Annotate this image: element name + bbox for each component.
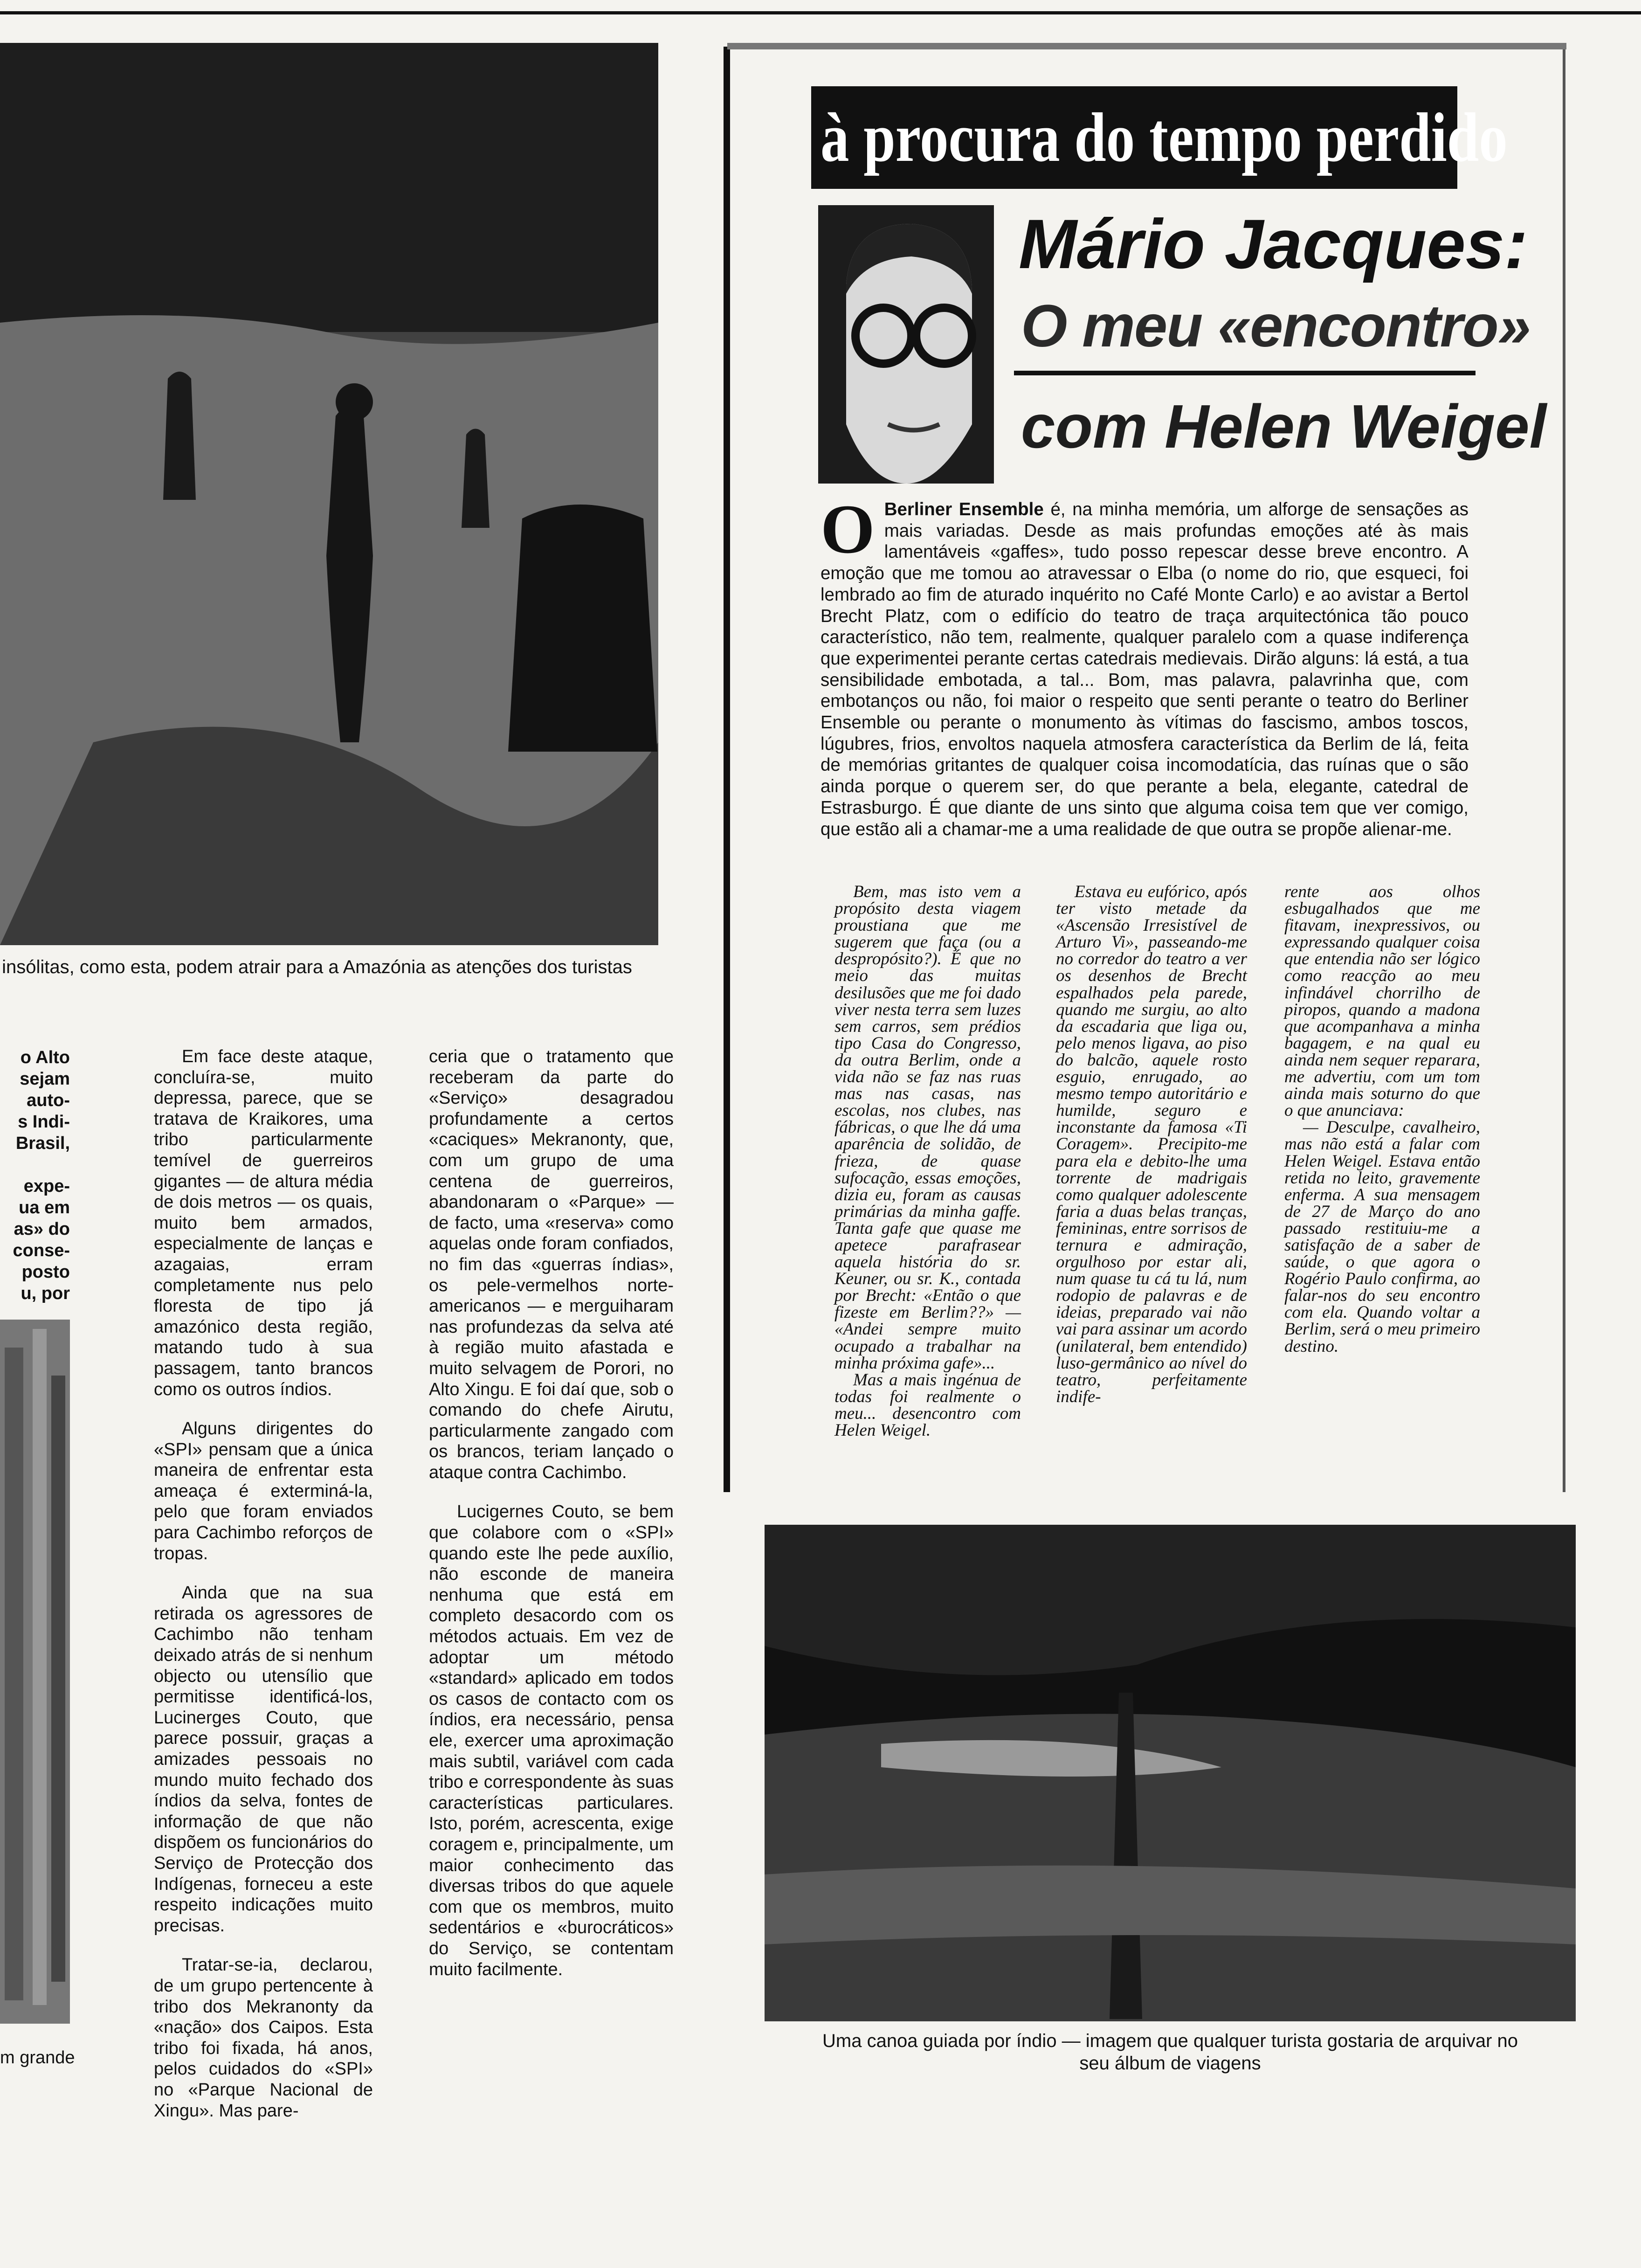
intro-text: é, na minha memória, um alforge de sensações as mais variadas. Desde as mais profundas emoções até às mais lamentáveis «gaffes», tudo posso repescar desse breve encontro. A emoção que me tomou ao atravessar o Elba (o nome do rio, que esqueci, foi lembrado ao fim de aturado inquérito no Café Monte Carlo) e ao avistar a Bertol Brecht Platz, com o edifício do teatro de traça arquitectónica tão pouco característico, não tem, realmente, qualquer paralelo com a quase indiferença que experimentei perante certas catedrais medievais. Dirão alguns: lá está, a tua sensibilidade embotada, a tal... Bom, mas palavra, palavrinha que, com embotanços ou não, foi maior o respeito que senti perante o teatro do Berliner Ensemble ou perante o monumento às vítimas do fascismo, ambos toscos, lúgubres, frios, envoltos naquela atmosfera característica da Berlim de lá, feita de memórias gritantes de qualquer coisa incomodatícia, das ruínas que o são ainda porque o querem ser, do que perante a bela, elegante, catedral de Estrasburgo. É que diante de uns sinto que alguma coisa tem que ver comigo, que estão ali a chamar-me a uma realidade de que outra se propõe alienar-me. [820, 499, 1469, 839]
fragment-line: posto [21, 1262, 70, 1282]
jungle-river-photo [0, 43, 658, 945]
jungle-photo-caption: insólitas, como esta, podem atrair para a Amazónia as atenções dos turistas [2, 957, 632, 977]
portrait-illustration [818, 205, 994, 484]
jungle-river-illustration [0, 43, 658, 945]
paragraph: Estava eu eufórico, após ter visto metade da «Ascensão Irresistível de Arturo Vi», passeando-me no corredor do teatro a ver os desenhos de Brecht espalhados pela parede, quando me surgiu, ao alto da escadaria que liga ou, pelo menos ligava, ao piso do balcão, aquele rosto esguio, enrugado, ao mesmo tempo autoritário e humilde, seguro e inconstante da famosa «Ti Coragem». Precipito-me para ela e debito-lhe uma torrente de madrigais como qualquer adolescente faria a duas belas tranças, femininas, entre sorrisos de ternura e admiração, orgulhoso por estar ali, num quase tu cá tu lá, num rodopio de palavras e de ideias, preparado vai não vai para assinar um acordo (unilateral, bem entendido) luso-germânico ao nível do teatro, perfeitamente indife- [1056, 882, 1247, 1406]
canoe-photo-caption: Uma canoa guiada por índio — imagem que qualquer turista gostaria de arquivar no seu álbum de viagens [822, 2031, 1518, 2074]
fragment-line: conse- [13, 1241, 70, 1260]
left-edge-fragment-bottom: m grande [0, 2048, 75, 2067]
fragment-line [0, 1154, 70, 1175]
paragraph: Mas a mais ingénua de todas foi realmente o meu... desencontro com Helen Weigel. [834, 1370, 1021, 1440]
article-right-column-2 [1056, 884, 1247, 1405]
canoe-illustration [765, 1525, 1576, 2021]
article-right-column-3 [1284, 884, 1480, 1355]
title-rule [1014, 371, 1476, 375]
fragment-line: ua em [19, 1198, 70, 1217]
fragment-line: Brasil, [15, 1134, 70, 1153]
article-title-line-3: com Helen Weigel [1021, 392, 1547, 461]
city-aerial-illustration [0, 1320, 70, 2024]
article-left-column-1 [154, 1046, 373, 2140]
left-edge-fragments [0, 1047, 70, 1304]
article-left-column-2 [429, 1046, 674, 1998]
fragment-line: as» do [14, 1219, 70, 1239]
fragment-line: o Alto [20, 1048, 70, 1067]
paragraph: ceria que o tratamento que receberam da parte do «Serviço» desagradou profundamente a certos «caciques» Mekranonty, que, com um grupo de uma centena de guerreiros, abandonaram o «Parque» — de facto, uma «reserva» como aquelas onde foram confiados, no fim das «guerras índias», os pele-vermelhos norte-americanos — e merguiharam nas profundezas da selva até à região muito afastada e muito selvagem de Porori, no Alto Xingu. E foi daí que, sob o comando do chefe Airutu, particularmente zangado com os brancos, teriam lançado o ataque contra Cachimbo. [429, 1047, 674, 1482]
paragraph: Ainda que na sua retirada os agressores de Cachimbo não tenham deixado atrás de si nenhum objecto ou utensílio que permitisse identificá-los, Lucinerges Couto, que parece possuir, graças a amizades pessoais no mundo muito fechado dos índios da selva, fontes de informação de que não dispõem os funcionários do Serviço de Protecção dos Indígenas, forneceu a este respeito indicações muito precisas. [154, 1583, 373, 1936]
portrait-photo [818, 205, 994, 484]
article-title-line-1: Mário Jacques: [1019, 205, 1528, 283]
canoe-photo [765, 1525, 1576, 2021]
section-banner: à procura do tempo perdido [820, 99, 1508, 176]
paragraph: Lucigernes Couto, se bem que colabore com o «SPI» quando este lhe pede auxílio, não esconde de maneira nenhuma que está em completo desacordo com os métodos actuais. Em vez de adoptar um método «standard» aplicado em todos os casos de contacto com os índios, era necessário, pensa ele, exercer uma aproximação mais subtil, variável com cada tribo e correspondente às suas características particulares. Isto, porém, acrescenta, exige coragem e, principalmente, um maior conhecimento das diversas tribos do que aquele com que os membros, muito sedentários e «burocráticos» do Serviço, se contentam muito facilmente. [429, 1502, 674, 1979]
intro-paragraph [820, 491, 1469, 840]
article-box-left-border [724, 47, 730, 1492]
fragment-line: expe- [23, 1176, 70, 1196]
dropcap-letter: O [820, 491, 875, 568]
article-title-line-2: O meu «encontro» [1021, 293, 1530, 360]
article-right-column-1 [834, 884, 1021, 1439]
fragment-line: u, por [21, 1284, 70, 1303]
paragraph: Em face deste ataque, concluíra-se, muito depressa, parece, que se tratava de Kraikores, uma tribo particularmente temível de guerreiros gigantes — de altura média de dois metros — os quais, muito bem armados, especialmente de lanças e azagaias, erram completamente nus pelo floresta de tipo já amazónico desta região, matando tudo à sua passagem, tanto brancos como os outros índios. [154, 1047, 373, 1399]
top-rule [0, 11, 1641, 14]
fragment-line: sejam [20, 1069, 70, 1089]
intro-lead: Berliner Ensemble [884, 499, 1044, 519]
fragment-line: auto- [27, 1091, 70, 1110]
paragraph: rente aos olhos esbugalhados que me fitavam, inexpressivos, ou expressando qualquer coisa que entendia não ser lógico como reacção ao meu infindável chorrilho de piropos, quando a madona que acompanhava a minha bagagem, e na qual eu ainda nem sequer reparara, me advertiu, com um tom ainda mais soturno do que o que anunciava: [1284, 882, 1480, 1120]
paragraph: — Desculpe, cavalheiro, mas não está a falar com Helen Weigel. Estava então retida no leito, gravemente enferma. A sua mensagem de 27 de Março do ano passado restituiu-me a satisfação de a saber de saúde, o que agora o Rogério Paulo confirma, ao falar-nos do seu encontro com ela. Quando voltar a Berlim, será o meu primeiro destino. [1284, 1118, 1480, 1356]
paragraph: Tratar-se-ia, declarou, de um grupo pertencente à tribo dos Mekranonty da «nação» dos Caipos. Esta tribo foi fixada, há anos, pelos cuidados do «SPI» no «Parque Nacional de Xingu». Mas pare- [154, 1955, 373, 2121]
paragraph: Bem, mas isto vem a propósito desta viagem proustiana que me sugerem que faça (ou a despropósito?). É que no meio das muitas desilusões que me foi dado viver nesta terra sem luzes sem carros, sem prédios tipo Casa do Congresso, da outra Berlim, onde a vida não se faz nas ruas mas nas casas, nas escolas, nos clubes, nas fábricas, o que lhe dá uma aparência de solidão, de frieza, de quase sufocação, essas emoções, dizia eu, foram as causas primárias da minha gaffe. Tanta gafe que quase me apetece parafrasear aquela história do sr. Keuner, ou sr. K., contada por Brecht: «Então o que fizeste em Berlim??» — «Andei sempre muito ocupado a trabalhar na minha próxima gafe»... [834, 882, 1021, 1373]
article-box-right-border [1563, 47, 1565, 1492]
fragment-line: s Indi- [18, 1112, 70, 1132]
city-aerial-photo-fragment [0, 1320, 70, 2024]
paragraph: Alguns dirigentes do «SPI» pensam que a única maneira de enfrentar esta ameaça é exterminá-la, pelo que foram enviados para Cachimbo reforços de tropas. [154, 1419, 373, 1563]
article-box-top-border [727, 43, 1566, 49]
